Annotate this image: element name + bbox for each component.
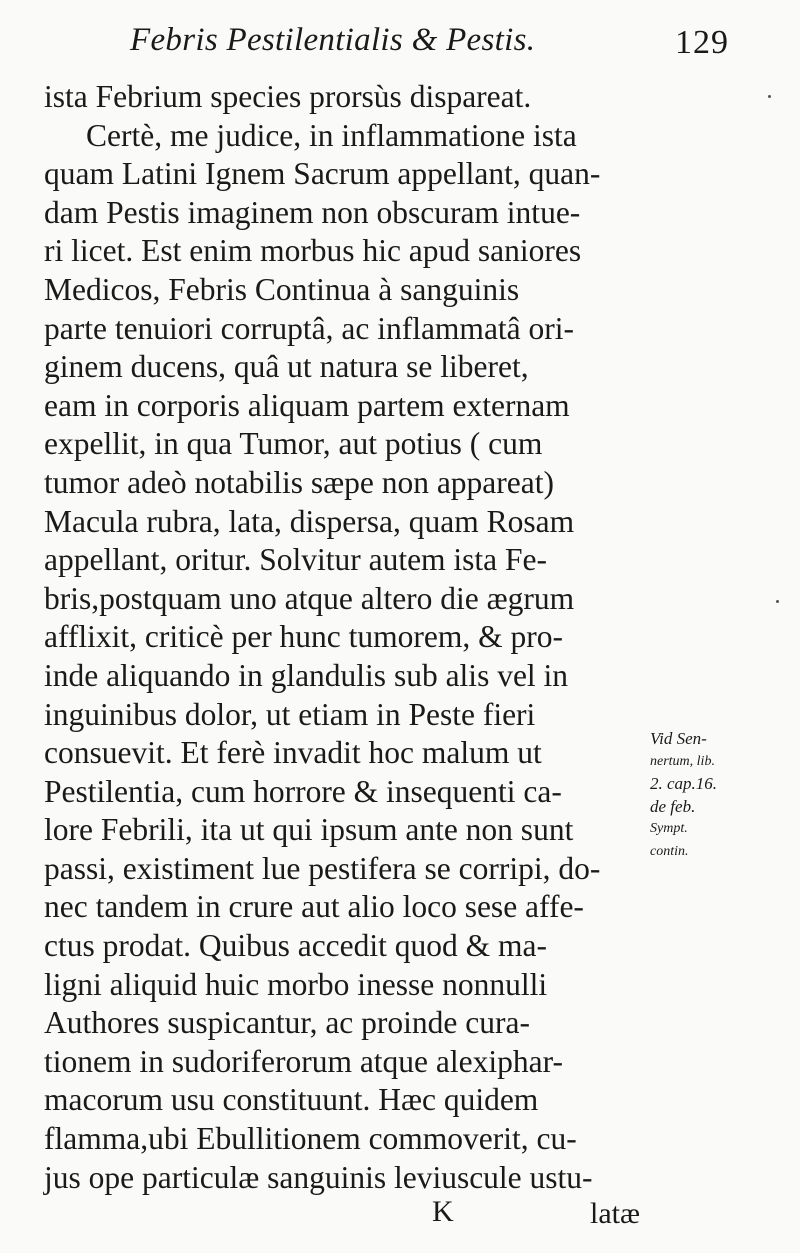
catchword: latæ xyxy=(590,1197,640,1230)
text-line: eam in corporis aliquam partem externam xyxy=(44,387,570,423)
text-line: nec tandem in crure aut alio loco sese affe- xyxy=(44,889,584,925)
text-line: flamma,ubi Ebullitionem commoverit, cu- xyxy=(44,1121,577,1157)
text-line: tumor adeò notabilis sæpe non appareat) xyxy=(44,464,554,500)
text-line: Pestilentia, cum horrore & insequenti ca- xyxy=(44,773,562,809)
text-line: quam Latini Ignem Sacrum appellant, quan- xyxy=(44,156,601,192)
text-line: Medicos, Febris Continua à sanguinis xyxy=(44,271,520,307)
text-line: macorum usu constituunt. Hæc quidem xyxy=(44,1082,539,1118)
signature-mark: K xyxy=(432,1195,454,1228)
page-header xyxy=(130,22,770,72)
ink-speck xyxy=(776,600,779,603)
text-line: passi, existiment lue pestifera se corripi, do- xyxy=(44,850,601,886)
marginal-note-line: de feb. xyxy=(650,796,696,816)
text-line: Macula rubra, lata, dispersa, quam Rosam xyxy=(44,503,575,539)
text-line: dam Pestis imaginem non obscuram intue- xyxy=(44,194,581,230)
text-line: inguinibus dolor, ut etiam in Peste fieri xyxy=(44,696,536,732)
text-line: parte tenuiori corruptâ, ac inflammatâ ori- xyxy=(44,310,575,346)
text-line: lore Febrili, ita ut qui ipsum ante non sunt xyxy=(44,812,574,848)
body-text xyxy=(44,78,654,1197)
text-line: expellit, in qua Tumor, aut potius ( cum xyxy=(44,426,543,462)
text-line: afflixit, criticè per hunc tumorem, & pro- xyxy=(44,619,563,655)
text-line: ctus prodat. Quibus accedit quod & ma- xyxy=(44,928,548,964)
marginal-note-line: Sympt. xyxy=(650,821,688,836)
text-line: ligni aliquid huic morbo inesse nonnulli xyxy=(44,966,548,1002)
marginal-note-line: nertum, lib. xyxy=(650,753,715,769)
text-line: bris,postquam uno atque altero die ægrum xyxy=(44,580,575,616)
text-line: consuevit. Et ferè invadit hoc malum ut xyxy=(44,735,542,771)
text-line: tionem in sudoriferorum atque alexiphar- xyxy=(44,1043,563,1079)
marginal-note-line: contin. xyxy=(650,843,689,859)
page-footer xyxy=(0,1195,800,1235)
text-line: ri licet. Est enim morbus hic apud saniores xyxy=(44,233,582,269)
marginal-note-line: Vid Sen- xyxy=(650,729,707,748)
marginal-note xyxy=(650,728,780,863)
text-line: inde aliquando in glandulis sub alis vel in xyxy=(44,657,569,693)
text-line: ista Febrium species prorsùs dispareat. xyxy=(44,79,532,114)
text-line: Authores suspicantur, ac proinde cura- xyxy=(44,1005,530,1041)
ink-speck xyxy=(768,95,771,98)
text-line: ginem ducens, quâ ut natura se liberet, xyxy=(44,349,529,385)
text-line: jus ope particulæ sanguinis leviuscule ustu- xyxy=(44,1159,593,1195)
running-title: Febris Pestilentialis & Pestis. xyxy=(130,22,536,58)
marginal-note-line: 2. cap.16. xyxy=(650,774,718,793)
text-line: Certè, me judice, in inflammatione ista xyxy=(86,117,577,153)
text-line: appellant, oritur. Solvitur autem ista Fe- xyxy=(44,542,548,578)
page-number: 129 xyxy=(675,24,729,61)
